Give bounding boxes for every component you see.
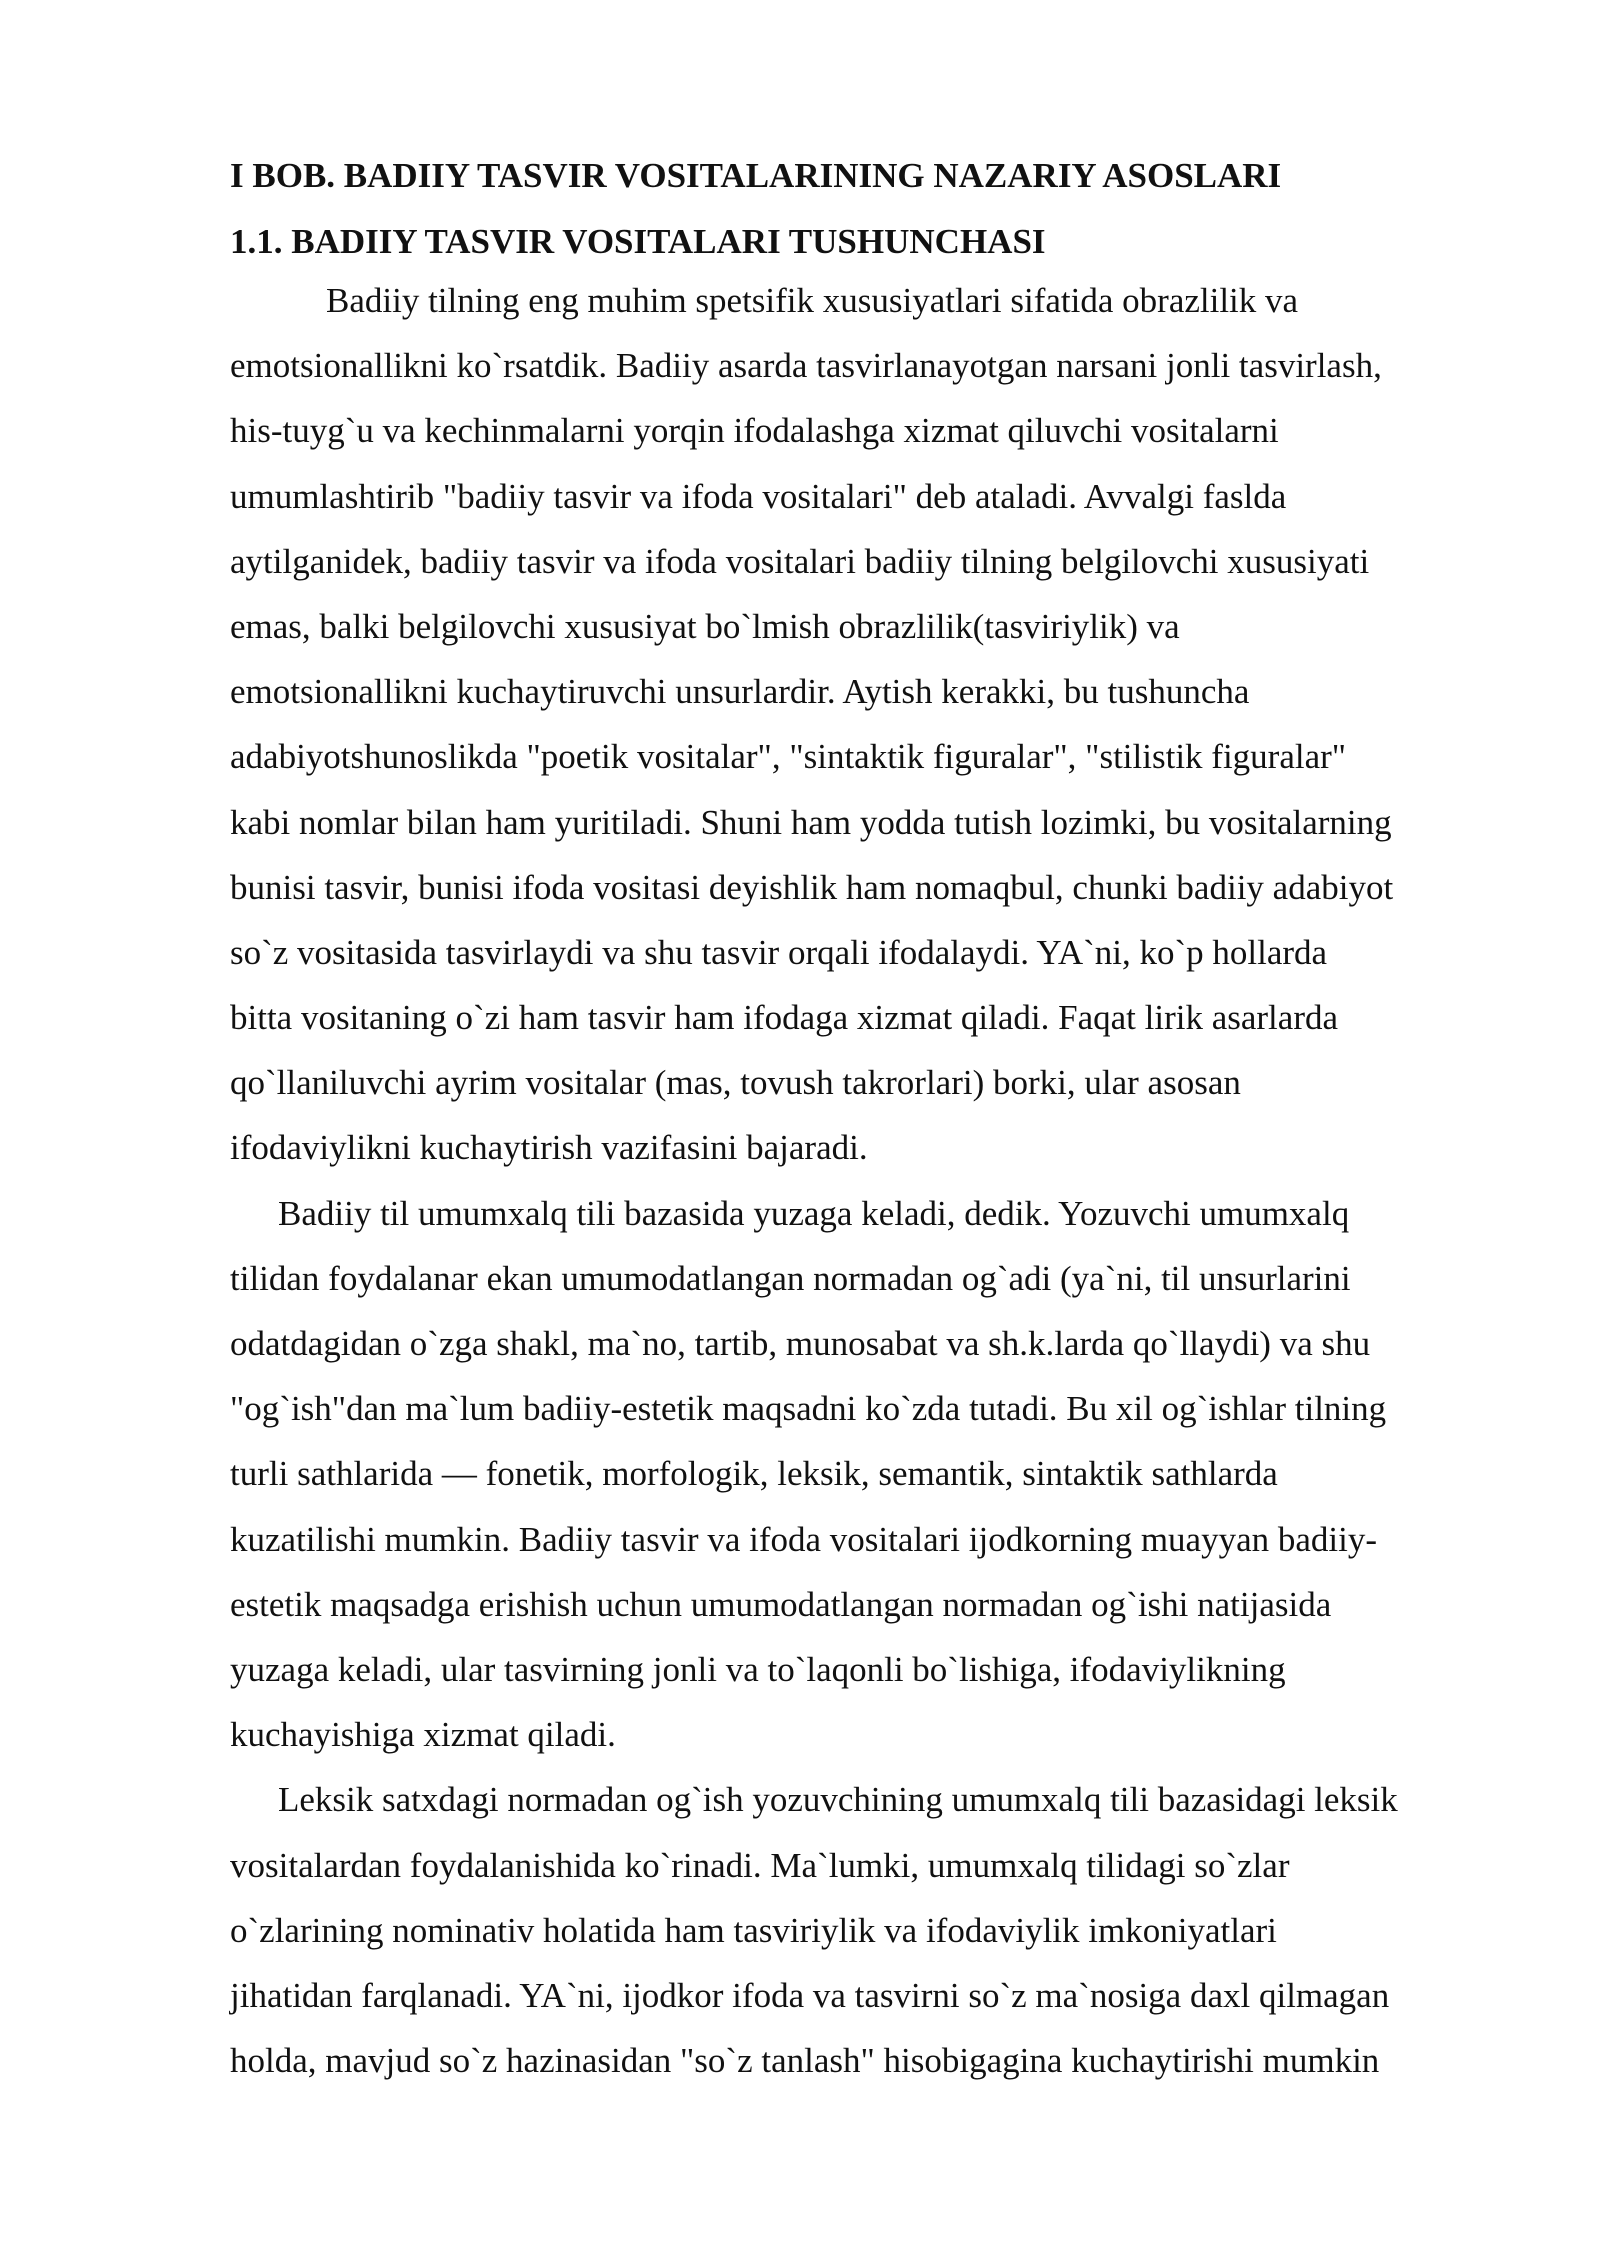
paragraph-1 xyxy=(230,268,1490,1181)
paragraph-line: holda, mavjud so`z hazinasidan "so`z tanlash" hisobigagina kuchaytirishi mumkin xyxy=(230,2041,1380,2081)
paragraph-line: emas, balki belgilovchi xususiyat bo`lmish obrazlilik(tasviriylik) va xyxy=(230,606,1180,646)
paragraph-line: kuchayishiga xizmat qiladi. xyxy=(230,1715,616,1755)
paragraph-line: ifodaviylikni kuchaytirish vazifasini bajaradi. xyxy=(230,1128,868,1168)
paragraph-line: "og`ish"dan ma`lum badiiy-estetik maqsadni ko`zda tutadi. Bu xil og`ishlar tilning xyxy=(230,1389,1387,1429)
chapter-heading: I BOB. BADIIY TASVIR VOSITALARINING NAZARIY ASOSLARI xyxy=(230,156,1282,195)
paragraph-line: his-tuyg`u va kechinmalarni yorqin ifodalashga xizmat qiluvchi vositalarni xyxy=(230,411,1279,451)
paragraph-line: jihatidan farqlanadi. YA`ni, ijodkor ifoda va tasvirni so`z ma`nosiga daxl qilmagan xyxy=(230,1975,1390,2015)
paragraph-line: emotsionallikni ko`rsatdik. Badiiy asarda tasvirlanayotgan narsani jonli tasvirlash, xyxy=(230,346,1382,386)
paragraph-line: turli sathlarida — fonetik, morfologik, leksik, semantik, sintaktik sathlarda xyxy=(230,1454,1278,1494)
paragraph-line: odatdagidan o`zga shakl, ma`no, tartib, munosabat va sh.k.larda qo`llaydi) va shu xyxy=(230,1324,1371,1363)
paragraph-line: aytilganidek, badiiy tasvir va ifoda vositalari badiiy tilning belgilovchi xususiyati xyxy=(230,541,1370,581)
paragraph-line: vositalardan foydalanishida ko`rinadi. Ma`lumki, umumxalq tilidagi so`zlar xyxy=(230,1845,1290,1885)
paragraph-line: Leksik satxdagi normadan og`ish yozuvchining umumxalq tili bazasidagi leksik xyxy=(278,1780,1398,1820)
paragraph-line: adabiyotshunoslikda "poetik vositalar", "sintaktik figuralar", "stilistik figuralar" xyxy=(230,737,1347,777)
paragraph-line: o`zlarining nominativ holatida ham tasviriylik va ifodaviylik imkoniyatlari xyxy=(230,1910,1277,1950)
paragraph-line: emotsionallikni kuchaytiruvchi unsurlardir. Aytish kerakki, bu tushuncha xyxy=(230,672,1250,712)
paragraph-line: umumlashtirib "badiiy tasvir va ifoda vositalari" deb ataladi. Avvalgi faslda xyxy=(230,476,1287,516)
paragraph-line: Badiiy tilning eng muhim spetsifik xususiyatlari sifatida obrazlilik va xyxy=(326,281,1299,320)
paragraph-line: qo`llaniluvchi ayrim vositalar (mas, tovush takrorlari) borki, ular asosan xyxy=(230,1063,1241,1103)
paragraph-line: kabi nomlar bilan ham yuritiladi. Shuni ham yodda tutish lozimki, bu vositalarning xyxy=(230,802,1392,842)
paragraph-line: bunisi tasvir, bunisi ifoda vositasi deyishlik ham nomaqbul, chunki badiiy adabiyot xyxy=(230,867,1394,907)
paragraph-line: bitta vositaning o`zi ham tasvir ham ifodaga xizmat qiladi. Faqat lirik asarlarda xyxy=(230,998,1339,1038)
paragraph-line: Badiiy til umumxalq tili bazasida yuzaga keladi, dedik. Yozuvchi umumxalq xyxy=(278,1193,1350,1233)
section-heading: 1.1. BADIIY TASVIR VOSITALARI TUSHUNCHASI xyxy=(230,222,1046,261)
paragraph-3 xyxy=(230,1767,1490,2093)
paragraph-line: estetik maqsadga erishish uchun umumodatlangan normadan og`ishi natijasida xyxy=(230,1584,1332,1624)
paragraph-line: kuzatilishi mumkin. Badiiy tasvir va ifoda vositalari ijodkorning muayyan badiiy- xyxy=(230,1519,1378,1559)
paragraph-2 xyxy=(230,1181,1490,1768)
paragraph-line: so`z vositasida tasvirlaydi va shu tasvir orqali ifodalaydi. YA`ni, ko`p hollarda xyxy=(230,932,1328,972)
paragraph-line: yuzaga keladi, ular tasvirning jonli va to`laqonli bo`lishiga, ifodaviylikning xyxy=(230,1649,1286,1689)
paragraph-line: tilidan foydalanar ekan umumodatlangan normadan og`adi (ya`ni, til unsurlarini xyxy=(230,1258,1351,1298)
document-body xyxy=(230,150,1490,2093)
